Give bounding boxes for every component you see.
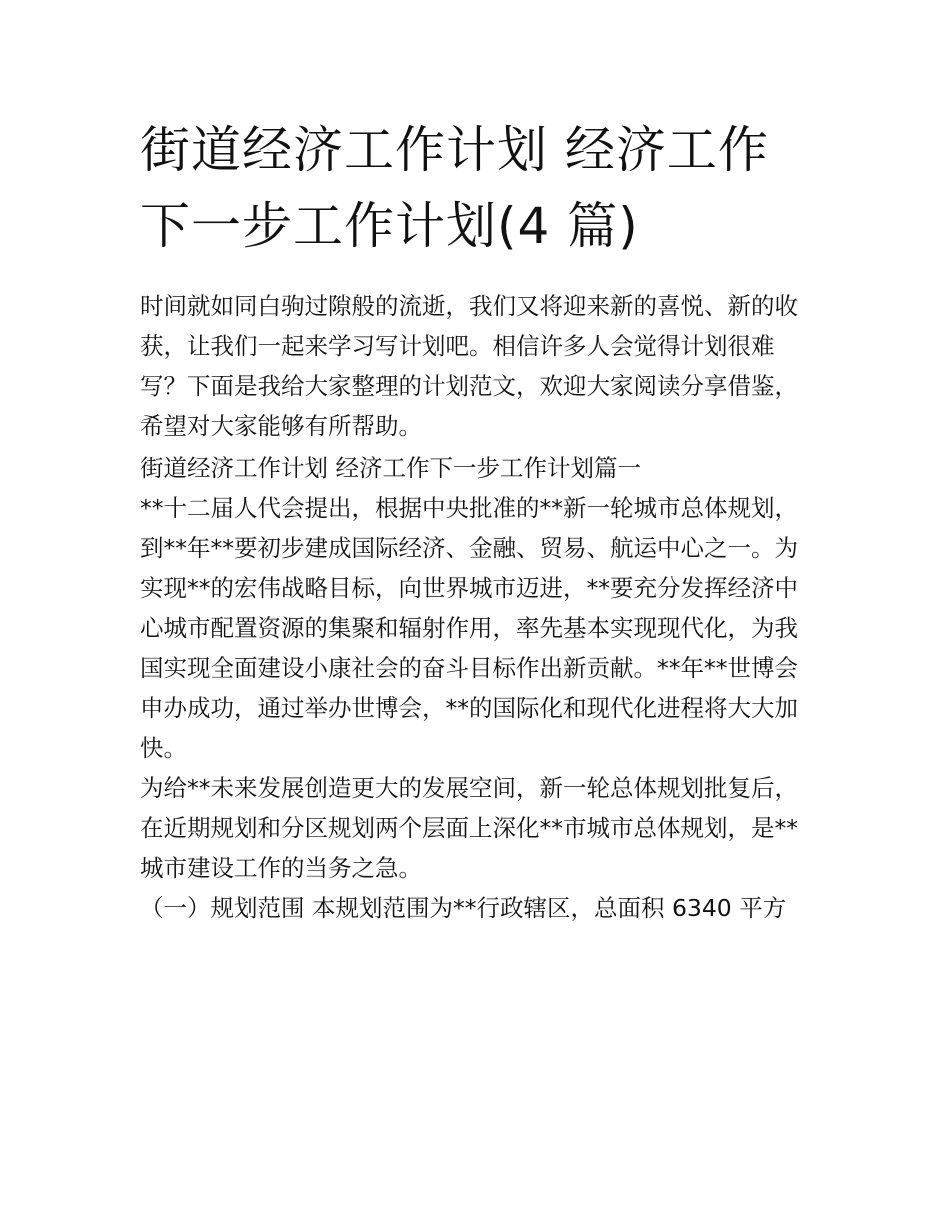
document-content (140, 112, 815, 928)
body-paragraph-1: **十二届人代会提出，根据中央批准的**新一轮城市总体规划，到**年**要初步建成国际经济、金融、贸易、航运中心之一。为实现**的宏伟战略目标，向世界城市迈进，**要充分发挥经济中心城市配置资源的集聚和辐射作用，率先基本实现现代化，为我国实现全面建设小康社会的奋斗目标作出新贡献。**年**世博会申办成功，通过举办世博会，**的国际化和现代化进程将大大加快。 (140, 494, 798, 762)
section-heading: 街道经济工作计划 经济工作下一步工作计划篇一 (140, 454, 641, 482)
body-paragraph-2: 为给**未来发展创造更大的发展空间，新一轮总体规划批复后，在近期规划和分区规划两个层面上深化**市城市总体规划，是**城市建设工作的当务之急。 (140, 774, 798, 882)
body-paragraph-3: （一）规划范围 本规划范围为**行政辖区，总面积 6340 平方 (140, 894, 787, 922)
document-title: 街道经济工作计划 经济工作下一步工作计划(4 篇) (140, 121, 769, 255)
intro-paragraph: 时间就如同白驹过隙般的流逝，我们又将迎来新的喜悦、新的收获，让我们一起来学习写计划吧。相信许多人会觉得计划很难写？下面是我给大家整理的计划范文，欢迎大家阅读分享借鉴，希望对大家能够有所帮助。 (140, 292, 798, 440)
